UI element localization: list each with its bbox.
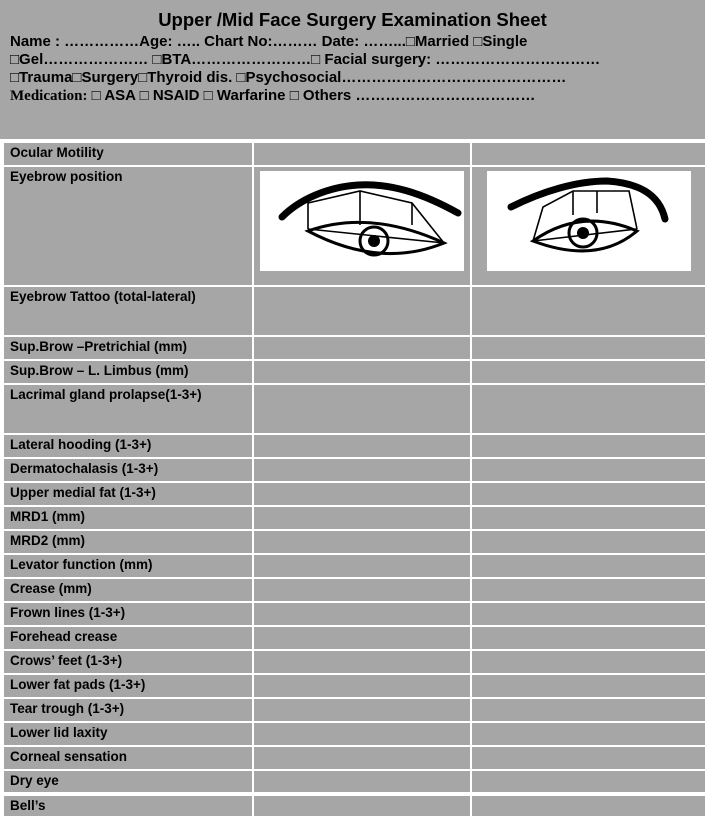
row-label: Sup.Brow – L. Limbus (mm) xyxy=(3,360,253,384)
table-row xyxy=(3,554,705,578)
table-row xyxy=(3,770,705,794)
row-label: Corneal sensation xyxy=(3,746,253,770)
row-label: Dry eye xyxy=(3,770,253,794)
row-label: Lower lid laxity xyxy=(3,722,253,746)
right-value-cell[interactable] xyxy=(253,530,471,554)
left-value-cell[interactable] xyxy=(471,286,705,336)
left-value-cell[interactable] xyxy=(471,434,705,458)
table-row xyxy=(3,746,705,770)
right-value-cell[interactable] xyxy=(253,722,471,746)
left-value-cell[interactable] xyxy=(471,722,705,746)
row-label: Lower fat pads (1-3+) xyxy=(3,674,253,698)
right-value-cell[interactable] xyxy=(253,626,471,650)
medical-history-line: □Trauma□Surgery□Thyroid dis. □Psychosocial……………………………………… xyxy=(10,69,567,86)
right-value-cell[interactable] xyxy=(253,602,471,626)
row-label: Ocular Motility xyxy=(3,142,253,166)
left-value-cell[interactable] xyxy=(471,650,705,674)
left-value-cell[interactable] xyxy=(471,554,705,578)
sheet-header xyxy=(0,0,705,139)
right-value-cell[interactable] xyxy=(253,360,471,384)
right-value-cell[interactable] xyxy=(253,142,471,166)
table-row xyxy=(3,650,705,674)
row-label: MRD2 (mm) xyxy=(3,530,253,554)
left-value-cell[interactable] xyxy=(471,360,705,384)
table-row xyxy=(3,722,705,746)
right-value-cell[interactable] xyxy=(253,578,471,602)
row-label: Lacrimal gland prolapse(1-3+) xyxy=(3,384,253,434)
right-value-cell[interactable] xyxy=(253,384,471,434)
table-row xyxy=(3,506,705,530)
right-value-cell[interactable] xyxy=(253,554,471,578)
table-row xyxy=(3,578,705,602)
left-value-cell[interactable] xyxy=(471,336,705,360)
row-label: Upper medial fat (1-3+) xyxy=(3,482,253,506)
row-label: Eyebrow Tattoo (total-lateral) xyxy=(3,286,253,336)
right-value-cell[interactable] xyxy=(253,650,471,674)
table-row xyxy=(3,360,705,384)
medication-label: Medication: xyxy=(10,88,88,104)
row-label: Dermatochalasis (1-3+) xyxy=(3,458,253,482)
table-row xyxy=(3,458,705,482)
table-row xyxy=(3,142,705,166)
right-value-cell[interactable] xyxy=(253,458,471,482)
left-value-cell[interactable] xyxy=(471,578,705,602)
sheet-title: Upper /Mid Face Surgery Examination Sheet xyxy=(158,9,547,30)
medication-options: □ ASA □ NSAID □ Warfarine □ Others ……………………………… xyxy=(87,87,536,104)
table-row xyxy=(3,530,705,554)
row-label: Tear trough (1-3+) xyxy=(3,698,253,722)
right-value-cell[interactable] xyxy=(253,698,471,722)
exam-table xyxy=(2,141,705,818)
right-value-cell[interactable] xyxy=(253,482,471,506)
right-value-cell[interactable] xyxy=(253,674,471,698)
treatment-history-line: □Gel………………… □BTA……………………□ Facial surgery: …………………………… xyxy=(10,51,601,68)
right-value-cell[interactable] xyxy=(253,506,471,530)
eye-diagram-icon xyxy=(260,171,464,271)
left-value-cell[interactable] xyxy=(471,506,705,530)
right-value-cell[interactable] xyxy=(253,286,471,336)
table-row xyxy=(3,434,705,458)
table-row xyxy=(3,384,705,434)
left-value-cell[interactable] xyxy=(471,746,705,770)
table-row xyxy=(3,794,705,817)
right-value-cell[interactable] xyxy=(253,794,471,817)
table-row xyxy=(3,336,705,360)
left-value-cell[interactable] xyxy=(471,384,705,434)
row-label: Eyebrow position xyxy=(3,166,253,286)
left-value-cell[interactable] xyxy=(471,794,705,817)
row-label: Forehead crease xyxy=(3,626,253,650)
row-label: MRD1 (mm) xyxy=(3,506,253,530)
row-label: Frown lines (1-3+) xyxy=(3,602,253,626)
row-label: Crease (mm) xyxy=(3,578,253,602)
left-value-cell[interactable] xyxy=(471,458,705,482)
left-value-cell[interactable] xyxy=(471,530,705,554)
left-value-cell[interactable] xyxy=(471,602,705,626)
right-value-cell[interactable] xyxy=(253,336,471,360)
table-row xyxy=(3,602,705,626)
left-eye-diagram-cell xyxy=(471,166,705,286)
row-label: Lateral hooding (1-3+) xyxy=(3,434,253,458)
left-value-cell[interactable] xyxy=(471,698,705,722)
table-row xyxy=(3,286,705,336)
medication-line xyxy=(10,87,695,105)
row-label: Sup.Brow –Pretrichial (mm) xyxy=(3,336,253,360)
right-value-cell[interactable] xyxy=(253,770,471,794)
patient-info-line: Name : ……………Age: ….. Chart No:……… Date: ……...□Married □Single xyxy=(10,33,528,50)
row-label: Crows’ feet (1-3+) xyxy=(3,650,253,674)
table-row xyxy=(3,482,705,506)
eye-diagram-icon xyxy=(487,171,691,271)
left-value-cell[interactable] xyxy=(471,626,705,650)
table-row xyxy=(3,698,705,722)
left-value-cell[interactable] xyxy=(471,770,705,794)
right-eye-diagram-cell xyxy=(253,166,471,286)
row-label: Bell’s xyxy=(3,794,253,817)
right-value-cell[interactable] xyxy=(253,434,471,458)
left-value-cell[interactable] xyxy=(471,142,705,166)
table-row xyxy=(3,674,705,698)
row-label: Levator function (mm) xyxy=(3,554,253,578)
left-value-cell[interactable] xyxy=(471,482,705,506)
table-row xyxy=(3,626,705,650)
table-row xyxy=(3,166,705,286)
right-value-cell[interactable] xyxy=(253,746,471,770)
left-value-cell[interactable] xyxy=(471,674,705,698)
